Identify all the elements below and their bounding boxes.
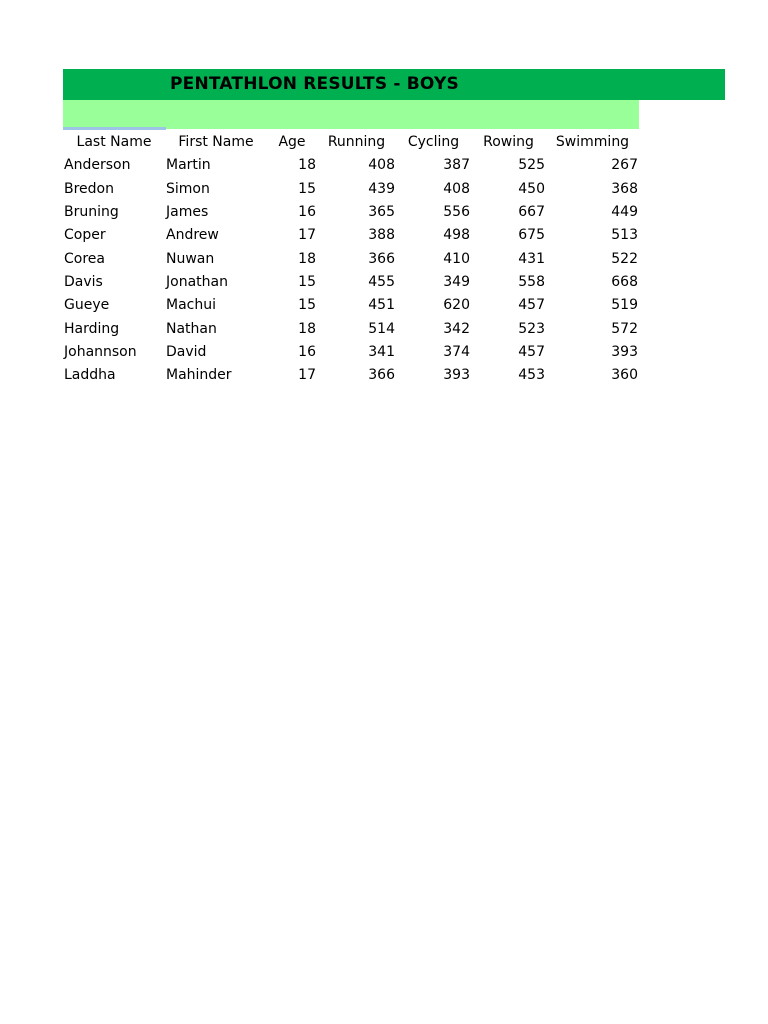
table-row [63, 271, 639, 294]
table-row [63, 224, 639, 247]
rowing-cell[interactable]: 453 [518, 367, 545, 384]
running-cell[interactable]: 365 [368, 204, 395, 221]
results-table [63, 131, 639, 387]
first-name-cell[interactable]: Machui [166, 297, 216, 314]
cycling-cell[interactable]: 349 [443, 273, 470, 290]
rowing-cell[interactable]: 558 [518, 273, 545, 290]
selection-underline [63, 127, 166, 130]
swimming-cell[interactable]: 519 [611, 297, 638, 314]
running-cell[interactable]: 514 [368, 320, 395, 337]
table-row [63, 178, 639, 201]
age-cell[interactable]: 15 [298, 297, 316, 314]
first-name-cell[interactable]: Nathan [166, 320, 217, 337]
table-row [63, 201, 639, 224]
age-cell[interactable]: 15 [298, 273, 316, 290]
rowing-cell[interactable]: 523 [518, 320, 545, 337]
last-name-cell[interactable]: Davis [64, 273, 103, 290]
header-swimming[interactable]: Swimming [555, 134, 630, 151]
age-cell[interactable]: 17 [298, 227, 316, 244]
running-cell[interactable]: 388 [368, 227, 395, 244]
rowing-cell[interactable]: 675 [518, 227, 545, 244]
last-name-cell[interactable]: Coper [64, 227, 106, 244]
first-name-cell[interactable]: Simon [166, 180, 210, 197]
swimming-cell[interactable]: 449 [611, 204, 638, 221]
first-name-cell[interactable]: Andrew [166, 227, 219, 244]
rowing-cell[interactable]: 457 [518, 297, 545, 314]
swimming-cell[interactable]: 668 [611, 273, 638, 290]
swimming-cell[interactable]: 522 [611, 250, 638, 267]
table-row [63, 341, 639, 364]
header-running[interactable]: Running [327, 134, 386, 151]
sheet-title: PENTATHLON RESULTS - BOYS [170, 74, 459, 94]
age-cell[interactable]: 18 [298, 157, 316, 174]
last-name-cell[interactable]: Laddha [64, 367, 116, 384]
age-cell[interactable]: 16 [298, 204, 316, 221]
table-row [63, 364, 639, 387]
table-body [63, 154, 639, 387]
age-cell[interactable]: 15 [298, 180, 316, 197]
cycling-cell[interactable]: 498 [443, 227, 470, 244]
header-row [63, 131, 639, 154]
rowing-cell[interactable]: 525 [518, 157, 545, 174]
header-cycling[interactable]: Cycling [407, 134, 460, 151]
running-cell[interactable]: 439 [368, 180, 395, 197]
age-cell[interactable]: 16 [298, 343, 316, 360]
swimming-cell[interactable]: 393 [611, 343, 638, 360]
cycling-cell[interactable]: 342 [443, 320, 470, 337]
first-name-cell[interactable]: David [166, 343, 207, 360]
last-name-cell[interactable]: Anderson [64, 157, 131, 174]
last-name-cell[interactable]: Harding [64, 320, 120, 337]
first-name-cell[interactable]: Mahinder [166, 367, 232, 384]
first-name-cell[interactable]: James [166, 204, 209, 221]
last-name-cell[interactable]: Bruning [64, 204, 119, 221]
rowing-cell[interactable]: 450 [518, 180, 545, 197]
first-name-cell[interactable]: Martin [166, 157, 211, 174]
header-age[interactable]: Age [278, 134, 306, 151]
swimming-cell[interactable]: 572 [611, 320, 638, 337]
cycling-cell[interactable]: 620 [443, 297, 470, 314]
table-row [63, 294, 639, 317]
table-row [63, 154, 639, 177]
last-name-cell[interactable]: Bredon [64, 180, 114, 197]
last-name-cell[interactable]: Gueye [64, 297, 110, 314]
running-cell[interactable]: 451 [368, 297, 395, 314]
table-row [63, 247, 639, 270]
running-cell[interactable]: 341 [368, 343, 395, 360]
rowing-cell[interactable]: 431 [518, 250, 545, 267]
swimming-cell[interactable]: 368 [611, 180, 638, 197]
swimming-cell[interactable]: 267 [611, 157, 638, 174]
subtitle-bar [63, 100, 639, 129]
rowing-cell[interactable]: 457 [518, 343, 545, 360]
table-row [63, 317, 639, 340]
cycling-cell[interactable]: 408 [443, 180, 470, 197]
last-name-cell[interactable]: Johannson [64, 343, 137, 360]
header-first-name[interactable]: First Name [178, 134, 254, 151]
swimming-cell[interactable]: 513 [611, 227, 638, 244]
running-cell[interactable]: 408 [368, 157, 395, 174]
age-cell[interactable]: 17 [298, 367, 316, 384]
rowing-cell[interactable]: 667 [518, 204, 545, 221]
running-cell[interactable]: 455 [368, 273, 395, 290]
running-cell[interactable]: 366 [368, 250, 395, 267]
running-cell[interactable]: 366 [368, 367, 395, 384]
cycling-cell[interactable]: 556 [443, 204, 470, 221]
cycling-cell[interactable]: 387 [443, 157, 470, 174]
header-rowing[interactable]: Rowing [483, 134, 534, 151]
cycling-cell[interactable]: 393 [443, 367, 470, 384]
cycling-cell[interactable]: 410 [443, 250, 470, 267]
last-name-cell[interactable]: Corea [64, 250, 105, 267]
age-cell[interactable]: 18 [298, 250, 316, 267]
title-bar [63, 69, 725, 100]
swimming-cell[interactable]: 360 [611, 367, 638, 384]
age-cell[interactable]: 18 [298, 320, 316, 337]
header-last-name[interactable]: Last Name [76, 134, 152, 151]
cycling-cell[interactable]: 374 [443, 343, 470, 360]
first-name-cell[interactable]: Nuwan [166, 250, 215, 267]
first-name-cell[interactable]: Jonathan [166, 273, 228, 290]
